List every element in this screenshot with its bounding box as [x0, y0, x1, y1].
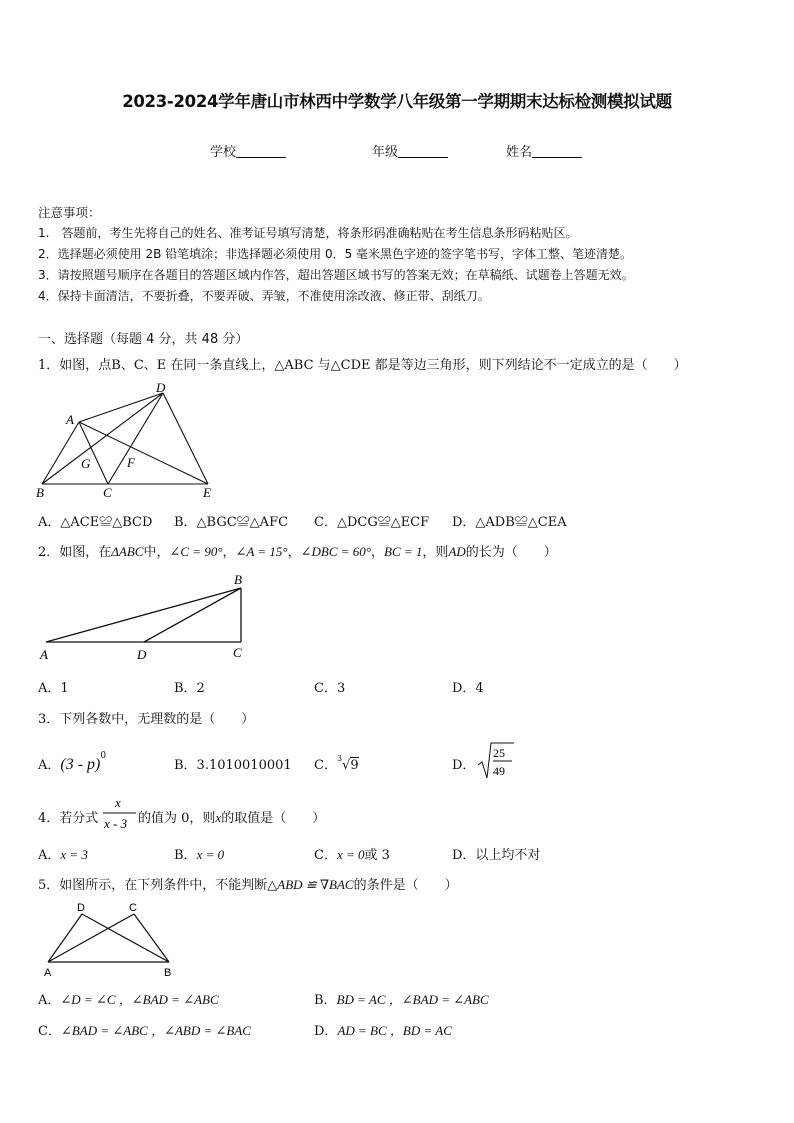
math-expr: BD = AC ，∠BAD = ∠ABC: [336, 992, 489, 1007]
math-expr: ∠BAD = ∠ABC ，∠ABD = ∠BAC: [60, 1023, 251, 1038]
option-c[interactable]: [38, 1020, 251, 1039]
figure-label-b: B: [164, 967, 172, 979]
math-expr: ∠D = ∠C ，∠BAD = ∠ABC: [60, 992, 219, 1007]
math-expr: ∠DBC = 60°: [300, 544, 372, 559]
fraction: [100, 792, 140, 834]
option-d[interactable]: D．4: [452, 681, 484, 696]
sqrt-fraction: [476, 740, 516, 782]
name-field: [506, 141, 582, 160]
math-expr: AD = BC ，BD = AC: [337, 1023, 452, 1038]
notice-item: 1. 答题前，考生先将自己的姓名、准考证号填写清楚，将条形码准确粘贴在考生信息条形码粘贴区。: [38, 226, 578, 240]
fraction-numerator: 25: [493, 746, 505, 760]
option-prefix: C．: [314, 848, 337, 863]
option-prefix: A．: [38, 993, 61, 1008]
page-title: 2023-2024学年唐山市林西中学数学八年级第一学期期末达标检测模拟试题: [122, 92, 672, 111]
question-1-figure: [36, 378, 226, 502]
school-field: [210, 141, 286, 160]
figure-label-c: C: [129, 902, 137, 914]
stem-text: ，则: [422, 545, 449, 560]
stem-text: 2．如图，在: [38, 545, 112, 560]
exponent: 0: [100, 750, 107, 761]
math-expr: ∠A = 15°: [235, 544, 288, 559]
option-b[interactable]: [174, 844, 224, 863]
stem-text: 5．如图所示，在下列条件中，不能判断: [38, 878, 268, 893]
option-a[interactable]: A．1: [38, 681, 69, 696]
option-b[interactable]: B．△BGC≌△AFC: [174, 515, 289, 530]
option-prefix: A．: [38, 758, 61, 773]
option-b[interactable]: [314, 989, 489, 1008]
math-expr: (3 - p): [60, 756, 101, 773]
figure-label-d: D: [77, 902, 85, 914]
math-expr: ∠C = 90°: [169, 544, 223, 559]
option-text: 或 3: [364, 848, 390, 863]
math-expr: x = 0: [336, 847, 365, 862]
figure-label-a: A: [66, 412, 74, 427]
option-a[interactable]: [38, 989, 219, 1008]
fraction-denominator: 49: [493, 764, 505, 778]
math-expr: BC = 1: [384, 544, 423, 559]
figure-label-e: E: [203, 485, 211, 500]
option-c[interactable]: [314, 754, 359, 773]
option-c[interactable]: [314, 844, 390, 863]
fraction-numerator: x: [115, 795, 121, 810]
math-expr: ΔABC: [111, 544, 144, 559]
option-a[interactable]: A．△ACE≌△BCD: [38, 515, 153, 530]
question-4-prefix: 4．若分式: [38, 811, 99, 826]
figure-label-d: D: [137, 647, 147, 662]
stem-text: ，: [371, 545, 385, 560]
option-d[interactable]: [314, 1020, 452, 1039]
math-expr: AD: [448, 544, 466, 559]
question-2-figure: [36, 570, 256, 666]
option-prefix: D．: [314, 1024, 338, 1039]
option-prefix: B．: [174, 848, 197, 863]
option-d[interactable]: D．以上均不对: [452, 848, 541, 863]
notice-heading: 注意事项：: [38, 205, 101, 220]
question-1-stem: 1．如图，点B、C、E 在同一条直线上，△ABC 与△CDE 都是等边三角形，则下列结论不一定成立的是（ ）: [38, 358, 687, 373]
stem-text: 的长为（ ）: [465, 545, 557, 560]
math-expr: x = 3: [60, 847, 88, 862]
option-c[interactable]: C．△DCG≌△ECF: [314, 515, 430, 530]
stem-text: ，: [222, 545, 236, 560]
stem-text: ，: [287, 545, 301, 560]
name-blank[interactable]: [532, 145, 582, 158]
option-b[interactable]: B．3.1010010001: [174, 758, 292, 773]
question-2-stem: [38, 541, 557, 560]
notice-item: 4．保持卡面清洁，不要折叠，不要弄破、弄皱，不准使用涂改液、修正带、刮纸刀。: [38, 289, 490, 303]
option-prefix: C．: [38, 1024, 61, 1039]
root-index: 3: [336, 753, 343, 763]
radicand: 9: [350, 758, 359, 773]
figure-label-a: A: [40, 647, 48, 662]
math-expr: x = 0: [196, 847, 225, 862]
question-4-suffix: [138, 807, 325, 826]
stem-text: 的值为 0，则: [138, 811, 216, 826]
figure-label-c: C: [233, 645, 242, 660]
grade-label: 年级: [372, 145, 399, 160]
option-prefix: C．: [314, 758, 337, 773]
radical-icon: √: [342, 758, 351, 773]
option-d-prefix[interactable]: D．: [452, 758, 476, 773]
option-prefix: A．: [38, 848, 61, 863]
notice-item: 2．选择题必须使用 2B 铅笔填涂；非选择题必须使用 0．5 毫米黑色字迹的签字笔书写，字体工整、笔迹清楚。: [38, 247, 633, 261]
figure-label-b: B: [234, 572, 242, 587]
figure-label-b: B: [36, 485, 44, 500]
option-c[interactable]: C．3: [314, 681, 346, 696]
option-prefix: B．: [314, 993, 337, 1008]
school-label: 学校: [210, 145, 237, 160]
math-expr: △ABD ≌ ∇BAC: [267, 877, 354, 892]
figure-label-a: A: [44, 967, 52, 979]
option-a[interactable]: [38, 844, 88, 863]
grade-field: [372, 141, 448, 160]
option-b[interactable]: B．2: [174, 681, 205, 696]
figure-label-c: C: [103, 485, 112, 500]
option-d[interactable]: D．△ADB≌△CEA: [452, 515, 567, 530]
grade-blank[interactable]: [398, 145, 448, 158]
stem-text: 的取值是（ ）: [221, 811, 326, 826]
name-label: 姓名: [506, 145, 533, 160]
math-var: x: [215, 810, 222, 825]
figure-label-f: F: [127, 455, 135, 470]
question-5-figure: [36, 896, 186, 982]
figure-label-d: D: [156, 380, 166, 395]
question-5-stem: [38, 874, 458, 893]
section-heading: 一、选择题（每题 4 分，共 48 分）: [38, 332, 249, 347]
figure-label-g: G: [81, 456, 91, 471]
question-3-stem: 3．下列各数中，无理数的是（ ）: [38, 712, 255, 727]
fraction-denominator: x - 3: [104, 816, 128, 831]
school-blank[interactable]: [236, 145, 286, 158]
option-a[interactable]: [38, 750, 107, 774]
stem-text: 中，: [143, 545, 170, 560]
stem-text: 的条件是（ ）: [353, 878, 458, 893]
notice-item: 3．请按照题号顺序在各题目的答题区域内作答，超出答题区域书写的答案无效；在草稿纸、试题卷上答题无效。: [38, 268, 634, 282]
